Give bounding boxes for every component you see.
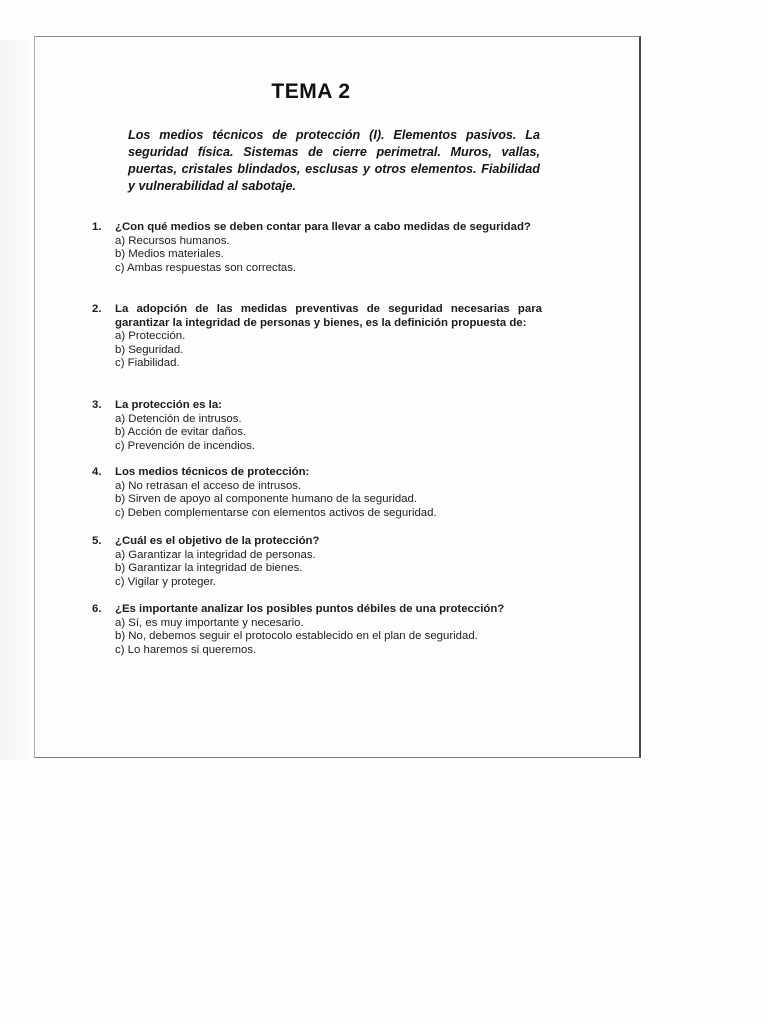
option-c: c) Deben complementarse con elementos activos de seguridad. bbox=[115, 506, 437, 519]
question-text: ¿Cuál es el objetivo de la protección? bbox=[115, 535, 320, 547]
option-a: a) Protección. bbox=[115, 330, 186, 343]
options-list bbox=[115, 480, 542, 521]
question-6 bbox=[92, 603, 542, 657]
option-b: b) No, debemos seguir el protocolo establecido en el plan de seguridad. bbox=[115, 630, 478, 643]
options-list bbox=[115, 617, 542, 658]
option-b: b) Sirven de apoyo al componente humano de la seguridad. bbox=[115, 493, 418, 506]
question-5 bbox=[92, 535, 542, 589]
options-list bbox=[115, 330, 542, 371]
question-4 bbox=[92, 466, 542, 520]
topic-subtitle: Los medios técnicos de protección (I). Elementos pasivos. La seguridad física. Sistemas de cierre perimetral. Muros, vallas, puertas, cristales blindados, esclusas y otros elementos. Fiabilidad y vulnerabilidad al sabotaje. bbox=[128, 128, 540, 193]
option-c: c) Lo haremos si queremos. bbox=[115, 643, 257, 656]
options-list bbox=[115, 413, 542, 454]
scan-shadow bbox=[0, 40, 30, 760]
question-number: 1. bbox=[92, 221, 102, 233]
question-text: Los medios técnicos de protección: bbox=[115, 466, 310, 478]
option-c: c) Ambas respuestas son correctas. bbox=[115, 261, 297, 274]
options-list bbox=[115, 549, 542, 590]
option-a: a) Recursos humanos. bbox=[115, 234, 230, 247]
question-text: La adopción de las medidas preventivas de seguridad necesarias para garantizar la integridad de personas y bienes, es la definición propuesta de: bbox=[115, 303, 542, 329]
option-b: b) Garantizar la integridad de bienes. bbox=[115, 562, 303, 575]
question-number: 3. bbox=[92, 399, 102, 411]
option-a: a) Garantizar la integridad de personas. bbox=[115, 548, 316, 561]
question-number: 4. bbox=[92, 466, 102, 478]
page-title: TEMA 2 bbox=[271, 80, 351, 103]
option-a: a) No retrasan el acceso de intrusos. bbox=[115, 479, 302, 492]
option-a: a) Detención de intrusos. bbox=[115, 412, 242, 425]
question-3 bbox=[92, 399, 542, 453]
question-text: ¿Es importante analizar los posibles puntos débiles de una protección? bbox=[115, 603, 505, 615]
option-b: b) Seguridad. bbox=[115, 343, 184, 356]
question-number: 5. bbox=[92, 535, 102, 547]
question-1 bbox=[92, 221, 542, 275]
option-c: c) Fiabilidad. bbox=[115, 357, 180, 370]
question-text: La protección es la: bbox=[115, 399, 222, 411]
option-c: c) Prevención de incendios. bbox=[115, 439, 255, 452]
question-number: 6. bbox=[92, 603, 102, 615]
question-2 bbox=[92, 303, 542, 371]
question-text: ¿Con qué medios se deben contar para llevar a cabo medidas de seguridad? bbox=[115, 221, 531, 233]
options-list bbox=[115, 235, 542, 276]
option-a: a) Sí, es muy importante y necesario. bbox=[115, 616, 304, 629]
option-b: b) Medios materiales. bbox=[115, 248, 224, 261]
question-number: 2. bbox=[92, 303, 102, 315]
option-b: b) Acción de evitar daños. bbox=[115, 426, 247, 439]
option-c: c) Vigilar y proteger. bbox=[115, 575, 217, 588]
